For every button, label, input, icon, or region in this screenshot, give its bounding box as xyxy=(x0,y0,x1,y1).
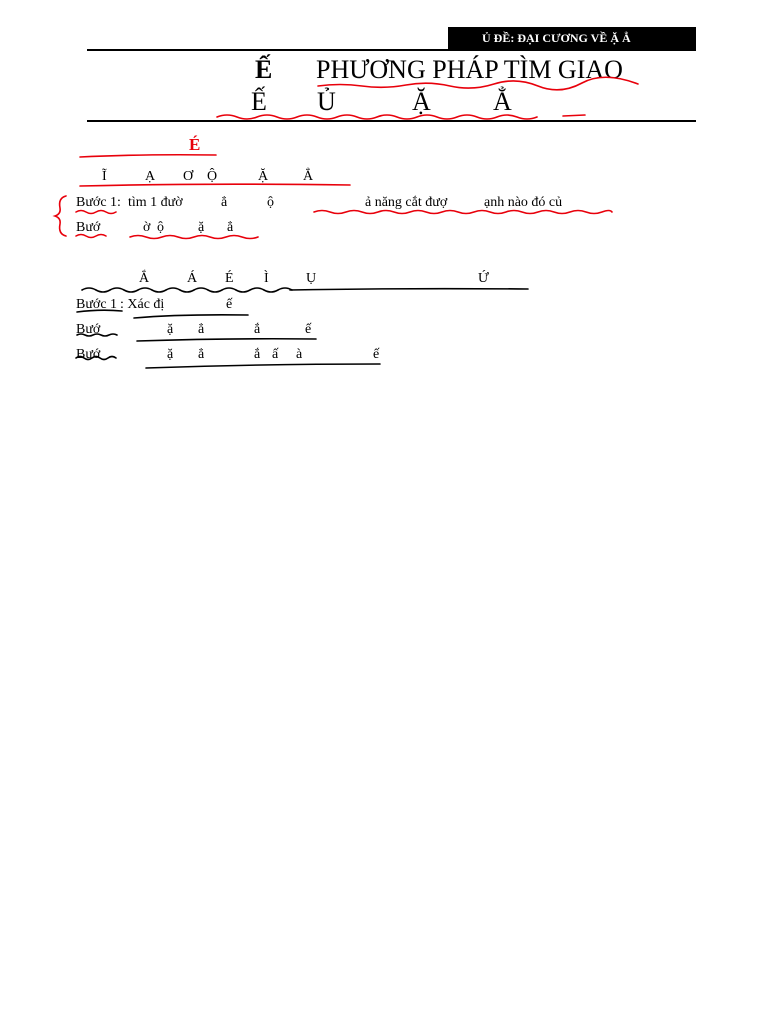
s2-step3-part-6: ế xyxy=(373,347,380,362)
title-line2-char-1: Ế xyxy=(251,87,267,116)
black-line-s2-heading xyxy=(290,289,528,290)
red-squiggle-step2-a xyxy=(76,235,106,238)
s1-step1-part-4: ả năng cắt đượ xyxy=(365,195,448,210)
section2-subheading-1: Ắ xyxy=(139,271,150,286)
black-line-s2-step1 xyxy=(134,315,248,318)
section1-subheading-5: Ặ xyxy=(258,169,269,184)
s2-step2-part-1: ặ xyxy=(167,322,174,337)
s1-step2-label: Bướ xyxy=(76,220,101,235)
s2-step2-part-2: ẳ xyxy=(198,322,205,337)
black-squiggle-s2-step2-label xyxy=(77,334,117,336)
page-title: PHƯƠNG PHÁP TÌM GIAO xyxy=(316,55,623,84)
red-underline-title-1 xyxy=(318,77,638,90)
section2-subheading-2: Á xyxy=(187,271,198,286)
s2-step3-part-3: ắ xyxy=(254,347,261,362)
s1-step2-part-3: ặ xyxy=(198,220,205,235)
s2-step2-part-4: ế xyxy=(305,322,312,337)
s1-step1-label: Bước 1: xyxy=(76,195,121,210)
red-underline-heading xyxy=(80,155,216,157)
s1-step2-part-4: ẳ xyxy=(227,220,234,235)
topic-banner: Ủ ĐỀ: ĐẠI CƯƠNG VỀ Ặ Ẳ xyxy=(448,27,696,50)
s2-step1-part-1: : Xác đị xyxy=(120,297,165,312)
section1-subheading-3: Ơ xyxy=(183,169,194,184)
red-squiggle-title-2 xyxy=(217,115,537,119)
s2-step3-part-1: ặ xyxy=(167,347,174,362)
s1-step2-part-1: ờ xyxy=(143,220,151,235)
section2-subheading-3: É xyxy=(225,271,234,286)
black-underline-s2-step1-label xyxy=(77,310,122,312)
title-line2-char-3: Ặ xyxy=(412,87,431,116)
s2-step3-part-5: à xyxy=(296,347,303,362)
section2-subheading-6: Ứ xyxy=(478,271,489,286)
title-line2-char-2: Ủ xyxy=(317,87,336,116)
s1-step1-part-2: ẳ xyxy=(221,195,228,210)
red-dash-title-2 xyxy=(563,115,585,116)
s2-step2-part-3: ắ xyxy=(254,322,261,337)
red-squiggle-step2-b xyxy=(130,236,258,239)
s1-step1-part-5: ạnh nào đó củ xyxy=(484,195,563,210)
section1-subheading-6: Ẳ xyxy=(303,169,314,184)
s2-step1-part-2: ế xyxy=(226,297,233,312)
title-line1-prefix: Ế xyxy=(255,55,273,84)
black-line-s2-step3 xyxy=(146,364,380,368)
red-squiggle-step1-a xyxy=(76,211,116,214)
s2-step1-label: Bước 1 xyxy=(76,297,118,312)
s2-step3-part-2: ẳ xyxy=(198,347,205,362)
s1-step1-part-1: tìm 1 đườ xyxy=(128,195,183,210)
section1-heading: É xyxy=(189,135,201,154)
red-brace-steps xyxy=(55,196,66,236)
red-squiggle-step1-b xyxy=(314,211,612,214)
s2-step3-part-4: ấ xyxy=(272,347,279,362)
black-squiggle-s2-step3-label xyxy=(76,357,116,360)
black-line-s2-step2 xyxy=(137,339,316,341)
black-squiggle-s2-heading xyxy=(82,288,292,292)
s1-step1-part-3: ộ xyxy=(267,195,274,210)
section1-subheading-1: Ĩ xyxy=(102,169,107,184)
section1-subheading-2: Ạ xyxy=(145,169,156,184)
s2-step2-label: Bướ xyxy=(76,322,101,337)
title-line2-char-4: Ẳ xyxy=(493,87,512,116)
section1-subheading-4: Ộ xyxy=(207,169,218,184)
section2-subheading-4: Ì xyxy=(264,271,269,286)
s1-step2-part-2: ộ xyxy=(157,220,164,235)
red-underline-subheading xyxy=(80,184,350,186)
section2-subheading-5: Ụ xyxy=(306,271,317,286)
s2-step3-label: Bướ xyxy=(76,347,101,362)
